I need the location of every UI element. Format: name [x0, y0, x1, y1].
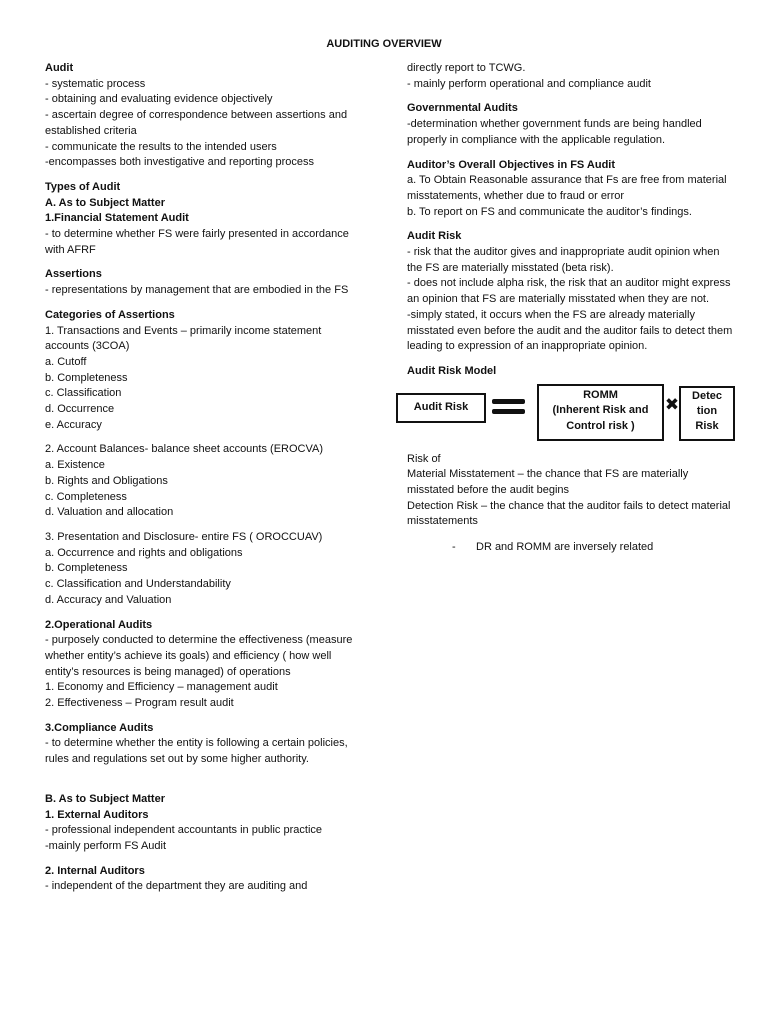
detection-risk-box [679, 386, 735, 441]
section-audit-risk [407, 229, 737, 355]
text-line: - to determine whether FS were fairly presented in accordance with AFRF [45, 228, 349, 256]
section-categories [45, 308, 365, 434]
left-column [45, 61, 365, 904]
text-line: 2. Account Balances- balance sheet accounts (EROCVA) [45, 443, 323, 456]
text-line: 1. Economy and Efficiency – management audit [45, 681, 278, 694]
text-line: b. Completeness [45, 371, 128, 384]
text-line: - independent of the department they are auditing and [45, 880, 308, 893]
text-line: - obtaining and evaluating evidence objectively [45, 93, 273, 106]
text-line: a. To Obtain Reasonable assurance that Fs are free from material misstatements, whether due to fraud or error [407, 174, 727, 202]
section-audit-risk-model [407, 364, 737, 556]
text-line: a. Cutoff [45, 355, 87, 368]
heading-assertions: Assertions [45, 268, 102, 281]
item-external-auditors: 1. External Auditors [45, 808, 149, 821]
heading-objectives: Auditor’s Overall Objectives in FS Audit [407, 158, 616, 171]
romm-box [537, 384, 664, 441]
bullet-item [407, 540, 737, 556]
heading-compliance: 3.Compliance Audits [45, 721, 154, 734]
section-assertions [45, 267, 365, 298]
section-types-of-audit [45, 180, 365, 259]
text-line: b. To report on FS and communicate the auditor’s findings. [407, 205, 692, 218]
text-line: - risk that the auditor gives and inappropriate audit opinion when the FS are materially misstated (beta risk). [407, 246, 720, 274]
item-fs-audit: 1.Financial Statement Audit [45, 212, 189, 225]
text-line: -simply stated, it occurs when the FS are already materially misstated even before the audit and the auditor fails to detect them leading to expression of an inappropriate opinion. [407, 308, 733, 353]
text-line: b. Rights and Obligations [45, 474, 168, 487]
text-line: Risk of [407, 452, 441, 465]
section-auditors [45, 792, 365, 855]
text-line: -determination whether government funds are being handled properly in compliance with the applicable regulation. [407, 118, 702, 146]
text-line: b. Completeness [45, 562, 128, 575]
text-line: 3. Presentation and Disclosure- entire FS ( OROCCUAV) [45, 530, 323, 543]
detection-label: Detec [692, 389, 722, 402]
heading-governmental: Governmental Audits [407, 102, 518, 115]
text-line: a. Occurrence and rights and obligations [45, 546, 243, 559]
romm-label: (Inherent Risk and [552, 404, 649, 417]
page-title: AUDITING OVERVIEW [326, 38, 442, 50]
detection-label: tion [696, 404, 718, 417]
text-line: c. Classification and Understandability [45, 578, 231, 591]
detection-label: Risk [695, 419, 719, 432]
text-line: d. Accuracy and Valuation [45, 593, 172, 606]
text-line: Material Misstatement – the chance that FS are materially misstated before the audit begins [407, 468, 689, 497]
text-line: d. Valuation and allocation [45, 506, 174, 519]
section-objectives [407, 158, 737, 221]
text-line: directly report to TCWG. [407, 62, 526, 74]
text-line: - to determine whether the entity is following a certain policies, rules and regulations set out by some higher authority. [45, 737, 348, 766]
text-line: d. Occurrence [45, 403, 115, 416]
section-internal-auditors [45, 864, 365, 895]
text-line: - purposely conducted to determine the effectiveness (measure whether entity’s achieve its goals) and efficiency ( how well entity’s resources is being managed) of operations [45, 634, 353, 678]
section-operational [45, 618, 365, 712]
heading-operational: 2.Operational Audits [45, 618, 153, 631]
text-line: - does not include alpha risk, the risk that an auditor might express an opinion that FS are materially misstated when they are not. [407, 277, 731, 306]
heading-audit-risk: Audit Risk [407, 230, 462, 243]
text-line: - communicate the results to the intended users [45, 140, 277, 153]
romm-label: ROMM [583, 388, 618, 401]
text-line: Detection Risk – the chance that the auditor fails to detect material misstatements [407, 499, 731, 528]
section-continued [407, 61, 737, 92]
text-line: a. Existence [45, 459, 105, 472]
text-line: 1. Transactions and Events – primarily income statement accounts (3COA) [45, 324, 322, 353]
heading-audit: Audit [45, 62, 74, 74]
text-line: c. Completeness [45, 490, 127, 503]
heading-types: Types of Audit [45, 180, 121, 193]
text-line: e. Accuracy [45, 418, 102, 431]
heading-audit-risk-model: Audit Risk Model [407, 364, 497, 377]
audit-risk-model-diagram [407, 384, 737, 448]
multiply-icon: ✖ [664, 394, 680, 414]
text-line: -encompasses both investigative and reporting process [45, 156, 315, 169]
section-presentation [45, 530, 365, 609]
text-line: - representations by management that are embodied in the FS [45, 284, 349, 297]
bullet-text: DR and ROMM are inversely related [476, 541, 654, 554]
section-governmental [407, 101, 737, 148]
text-line: c. Classification [45, 387, 122, 400]
section-account-balances [45, 442, 365, 521]
heading-categories: Categories of Assertions [45, 308, 175, 321]
text-line: 2. Effectiveness – Program result audit [45, 697, 234, 710]
equals-sign [492, 399, 525, 419]
subheading-subject-matter: A. As to Subject Matter [45, 196, 165, 209]
heading-auditors: B. As to Subject Matter [45, 792, 165, 805]
text-line: - systematic process [45, 77, 146, 90]
section-compliance [45, 721, 365, 768]
text-line: -mainly perform FS Audit [45, 839, 167, 852]
bullet-dash: - [452, 541, 456, 554]
text-line: - professional independent accountants in public practice [45, 824, 323, 837]
right-column [407, 61, 737, 565]
heading-internal-auditors: 2. Internal Auditors [45, 864, 145, 877]
text-line: - ascertain degree of correspondence between assertions and established criteria [45, 109, 348, 137]
section-audit [45, 61, 365, 171]
romm-label: Control risk ) [566, 420, 635, 433]
audit-risk-box: Audit Risk [396, 393, 486, 423]
text-line: - mainly perform operational and compliance audit [407, 77, 651, 90]
